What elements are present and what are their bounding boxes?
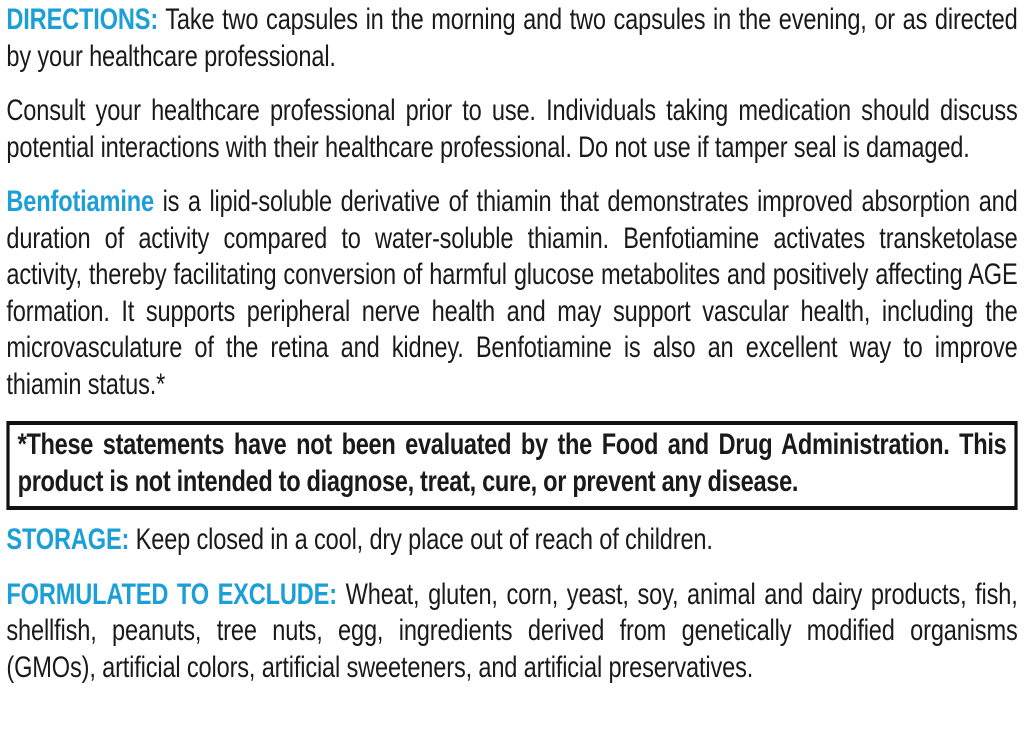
storage-paragraph: [6, 522, 1017, 559]
directions-label: DIRECTIONS:: [6, 3, 159, 36]
benfotiamine-label: Benfotiamine: [6, 185, 154, 218]
benfotiamine-paragraph: [6, 184, 1017, 403]
storage-text: Keep closed in a cool, dry place out of reach of children.: [135, 523, 713, 556]
directions-text: Take two capsules in the morning and two capsules in the evening, or as directed by your healthcare professional.: [6, 3, 1018, 73]
formulated-to-exclude-label: FORMULATED TO EXCLUDE:: [6, 577, 337, 611]
fda-disclaimer-text: *These statements have not been evaluated by the Food and Drug Administration. This product is not intended to diagnose, treat, cure, or prevent any disease.: [17, 428, 1007, 498]
directions-paragraph: [6, 2, 1017, 75]
consult-paragraph: [6, 93, 1017, 166]
benfotiamine-text: is a lipid-soluble derivative of thiamin that demonstrates improved absorption and duration of activity compared to water-soluble thiamin. Benfotiamine activates transketolase activity, thereby facilitating conversion of harmful glucose metabolites and positively affecting AGE formation. It supports peripheral nerve health and may support vascular health, including the microvasculature of the retina and kidney. Benfotiamine is also an excellent way to improve thiamin status.*: [6, 185, 1018, 401]
formulated-to-exclude-paragraph: [6, 577, 1017, 687]
formulated-to-exclude-text: Wheat, gluten, corn, yeast, soy, animal and dairy products, fish, shellfish, peanuts, tree nuts, egg, ingredients derived from genetically modified organisms (GMOs), artificial colors, artificial sweeteners, and artificial preservatives.: [6, 577, 1018, 684]
consult-text: Consult your healthcare professional prior to use. Individuals taking medication should discuss potential interactions with their healthcare professional. Do not use if tamper seal is damaged.: [6, 94, 1018, 164]
fda-disclaimer-box: [6, 421, 1017, 510]
storage-label: STORAGE:: [6, 523, 130, 556]
